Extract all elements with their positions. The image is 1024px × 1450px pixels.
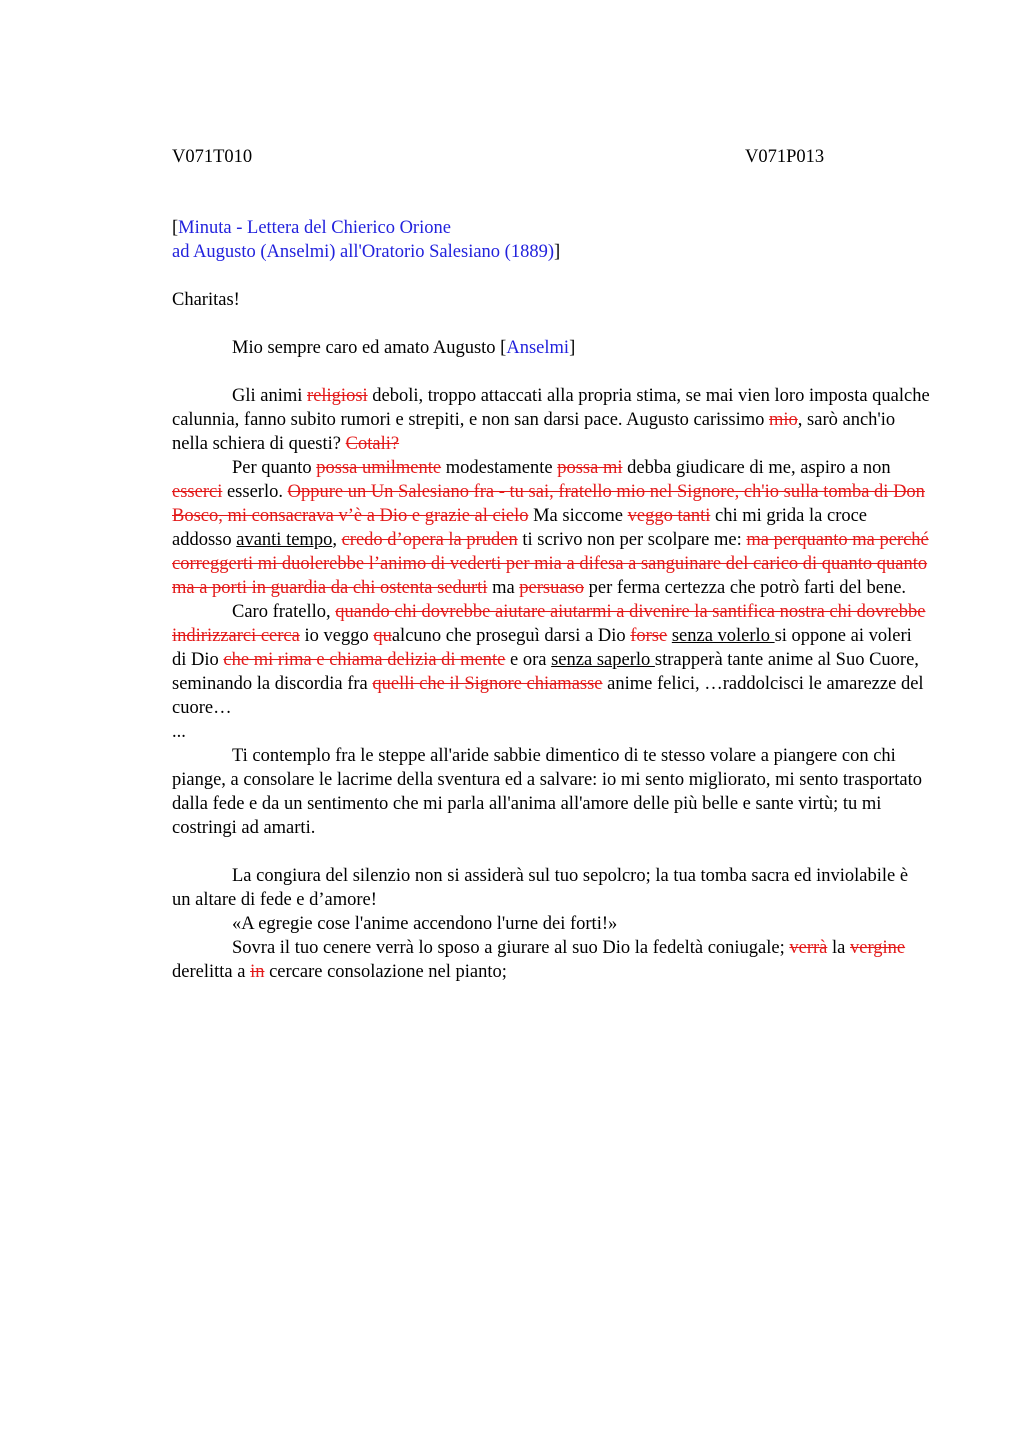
- deleted-text: che mi rima e chiama delizia di mente: [223, 650, 506, 670]
- deleted-text: in: [250, 962, 265, 982]
- text-segment: io veggo: [299, 626, 374, 646]
- deleted-text: possa mi: [557, 458, 623, 478]
- deleted-text: vergine: [849, 938, 906, 958]
- letter-body: [172, 216, 930, 984]
- salutation: [172, 336, 930, 360]
- document-code-left: V071T010: [172, 147, 253, 167]
- greeting: Charitas!: [172, 290, 240, 310]
- text-segment: Caro fratello,: [232, 602, 336, 622]
- salutation-close: ]: [569, 338, 576, 358]
- quote-line: «A egregie cose l'anime accendono l'urne dei forti!»: [232, 914, 618, 934]
- underlined-text: senza saperlo: [551, 650, 655, 670]
- deleted-text: persuaso: [519, 578, 585, 598]
- text-segment: derelitta a: [172, 962, 251, 982]
- text-segment: Ma siccome: [528, 506, 628, 526]
- text-segment: esserlo.: [222, 482, 288, 502]
- deleted-text: mio: [769, 410, 798, 430]
- deleted-text: qu: [373, 626, 392, 646]
- text-segment: cercare consolazione nel pianto;: [264, 962, 507, 982]
- deleted-text: esserci: [172, 482, 223, 502]
- title-open-bracket: [: [172, 218, 179, 238]
- ellipsis-line: ...: [172, 722, 186, 742]
- letter-title: [172, 216, 930, 264]
- deleted-text: veggo tanti: [627, 506, 711, 526]
- deleted-text: Oppure un Un Salesiano fra - tu sai, fratello mio nel Signore, ch'io sulla tomba di Don Bosco, mi consacrava v’è a Dio e grazie al cielo: [172, 482, 925, 526]
- text-segment: alcuno che proseguì darsi a Dio: [391, 626, 631, 646]
- text-segment: per ferma certezza che potrò farti del bene.: [584, 578, 907, 598]
- text-segment: la: [827, 938, 850, 958]
- text-segment: e ora: [505, 650, 552, 670]
- text-segment: modestamente: [441, 458, 558, 478]
- text-segment: Per quanto: [232, 458, 317, 478]
- salutation-name: Anselmi: [506, 338, 570, 358]
- title-close-bracket: ]: [554, 242, 561, 262]
- text-segment: ,: [332, 530, 342, 550]
- paragraph-1: [172, 384, 930, 456]
- text-segment: Gli animi: [232, 386, 308, 406]
- text-segment: debba giudicare di me, aspiro a non: [622, 458, 891, 478]
- paragraph-4: Ti contemplo fra le steppe all'aride sabbie dimentico di te stesso volare a piangere con chi piange, a consolare le lacrime della sventura ed a salvare: io mi sento migliorato, mi sento trasportato dalla fede e da un sentimento che mi parla all'anima all'amore delle più belle e sante virtù; tu mi costringi ad amarti.: [172, 746, 923, 838]
- text-segment: ti scrivo non per scolpare me:: [517, 530, 747, 550]
- deleted-text: quelli che il Signore chiamasse: [372, 674, 603, 694]
- deleted-text: verrà: [789, 938, 828, 958]
- paragraph-3: [172, 600, 930, 720]
- deleted-text: quando chi dovrebbe aiutare aiutarmi a divenire la santifica nostra chi dovrebbe indirizzarci cerca: [172, 602, 926, 646]
- deleted-text: Cotali?: [345, 434, 400, 454]
- paragraph-6: [172, 936, 930, 984]
- text-segment: strapperà tante anime al Suo Cuore, seminando la discordia fra: [172, 650, 919, 694]
- salutation-text: Mio sempre caro ed amato Augusto [: [232, 338, 507, 358]
- underlined-text: avanti tempo: [236, 530, 333, 550]
- text-segment: ma: [487, 578, 520, 598]
- text-segment: si oppone ai voleri di Dio: [172, 626, 912, 670]
- deleted-text: religiosi: [307, 386, 368, 406]
- underlined-text: senza volerlo: [671, 626, 775, 646]
- text-segment: , sarò anch'io nella schiera di questi?: [172, 410, 896, 454]
- title-line-2: ad Augusto (Anselmi) all'Oratorio Salesiano (1889): [172, 242, 554, 262]
- paragraph-2: [172, 456, 930, 600]
- deleted-text: forse: [630, 626, 668, 646]
- text-segment: Sovra il tuo cenere verrà lo sposo a giurare al suo Dio la fedeltà coniugale;: [232, 938, 790, 958]
- title-line-1: Minuta - Lettera del Chierico Orione: [178, 218, 451, 238]
- deleted-text: possa umilmente: [316, 458, 442, 478]
- deleted-text: ma perquanto ma perché correggerti mi duolerebbe l’animo di vederti per mia a difesa a sanguinare del carico di quanto quanto ma a porti in guardia da chi ostenta sedurti: [172, 530, 929, 598]
- paragraph-5: La congiura del silenzio non si assiderà sul tuo sepolcro; la tua tomba sacra ed inviolabile è un altare di fede e d’amore!: [172, 866, 909, 910]
- text-segment: chi mi grida la croce addosso: [172, 506, 868, 550]
- text-segment: anime felici, …raddolcisci le amarezze del cuore…: [172, 674, 924, 718]
- document-code-right: V071P013: [745, 147, 825, 167]
- text-segment: deboli, troppo attaccati alla propria stima, se mai vien loro imposta qualche calunnia, fanno subito rumori e strepiti, e non san darsi pace. Augusto carissimo: [172, 386, 930, 430]
- deleted-text: credo d’opera la pruden: [341, 530, 518, 550]
